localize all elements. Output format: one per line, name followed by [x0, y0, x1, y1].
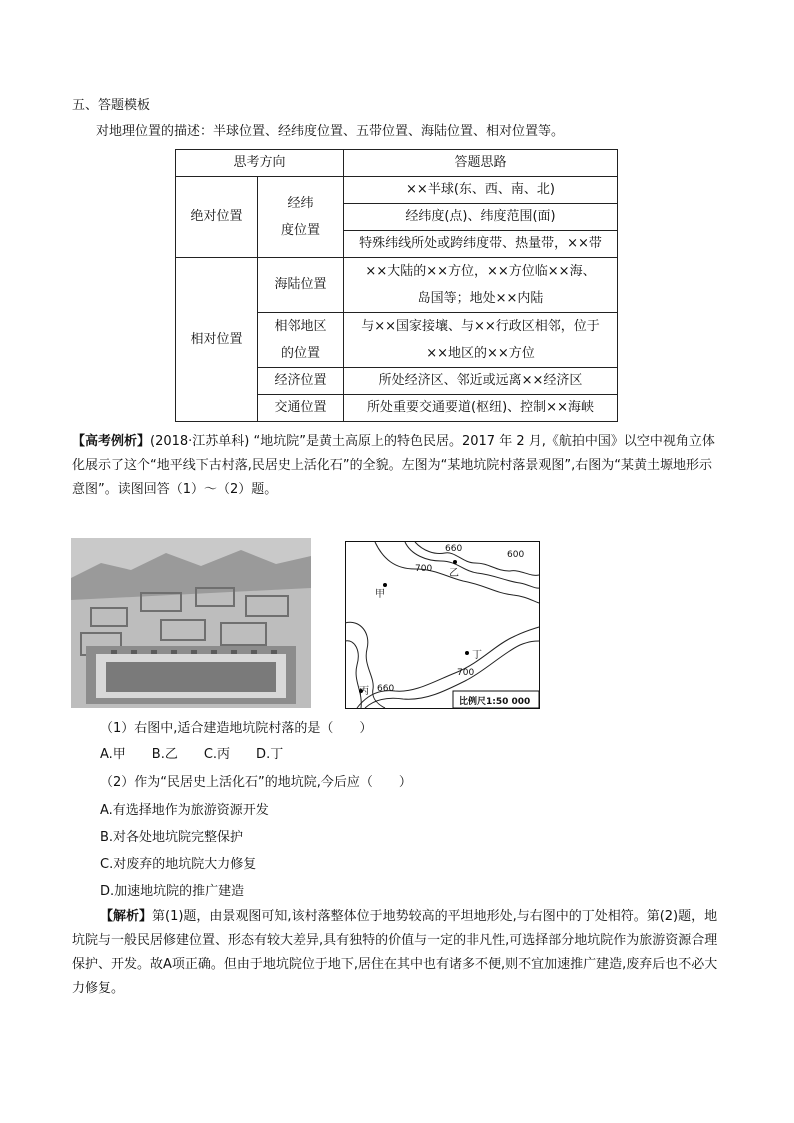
example-text: (2018·江苏单科) “地坑院”是黄土高原上的特色民居。2017 年 2 月,《航拍中国》以空中视角立体化展示了这个“地平线下古村落,民居史上活化石”的全貌。左图为“某地坑院村落景观图”,右图为“某黄土塬地形示意图”。读图回答（1）～（2）题。	[72, 434, 715, 497]
rel-text-3: 所处经济区、邻近或远离××经济区	[344, 368, 618, 395]
rel-text-1: ××大陆的××方位，××方位临××海、 岛国等；地处××内陆	[344, 258, 618, 313]
q2-option-a: A.有选择地作为旅游资源开发	[100, 803, 269, 818]
table-header-idea: 答题思路	[344, 150, 618, 177]
map-scale: 比例尺1:50 000	[459, 697, 531, 707]
rel-position-cell: 相对位置	[176, 258, 258, 422]
q2-stem: （2）作为“民居史上活化石”的地坑院,今后应（ ）	[100, 775, 412, 790]
contour-label-700: 700	[415, 564, 433, 574]
q1-options: A.甲 B.乙 C.丙 D.丁	[100, 747, 284, 762]
contour-label-700b: 700	[457, 668, 475, 678]
point-ding: 丁	[472, 650, 482, 661]
abs-item-1: ××半球(东、西、南、北)	[344, 177, 618, 204]
example-paragraph	[72, 430, 722, 502]
point-bing: 丙	[359, 686, 369, 697]
rel-text-4: 所处重要交通要道(枢纽)、控制××海峡	[344, 395, 618, 422]
rel-sub-1: 海陆位置	[258, 258, 344, 313]
rel-sub-4: 交通位置	[258, 395, 344, 422]
contour-label-660b: 660	[377, 684, 395, 694]
abs-item-2: 经纬度(点)、纬度范围(面)	[344, 204, 618, 231]
analysis-label: 【解析】	[100, 909, 153, 924]
rel-text-2: 与××国家接壤、与××行政区相邻，位于 ××地区的××方位	[344, 313, 618, 368]
village-landscape-photo	[71, 538, 311, 708]
contour-label-660: 660	[445, 544, 463, 554]
table-header-direction: 思考方向	[176, 150, 344, 177]
intro-text: 对地理位置的描述：半球位置、经纬度位置、五带位置、海陆位置、相对位置等。	[96, 124, 565, 139]
q2-option-d: D.加速地坑院的推广建造	[100, 884, 245, 899]
point-jia: 甲	[375, 589, 385, 600]
example-label: 【高考例析】	[72, 434, 151, 449]
contour-map	[345, 541, 540, 709]
contour-label-600: 600	[507, 550, 525, 560]
section-title: 五、答题模板	[72, 98, 151, 113]
analysis-paragraph	[72, 905, 722, 1001]
position-table	[175, 149, 618, 422]
q2-option-c: C.对废弃的地坑院大力修复	[100, 857, 257, 872]
q2-option-b: B.对各处地坑院完整保护	[100, 830, 244, 845]
analysis-text: 第(1)题，由景观图可知,该村落整体位于地势较高的平坦地形处,与右图中的丁处相符。第(2)题，地坑院与一般民居修建位置、形态有较大差异,具有独特的价值与一定的非凡性,可选择部分地坑院作为旅游资源合理保护、开发。故A项正确。但由于地坑院位于地下,居住在其中也有诸多不便,则不宜加速推广建造,废弃后也不必大力修复。	[72, 909, 718, 996]
point-yi: 乙	[449, 568, 459, 579]
abs-position-cell: 绝对位置	[176, 177, 258, 258]
latlong-position-cell: 经纬 度位置	[258, 177, 344, 258]
q1-stem: （1）右图中,适合建造地坑院村落的是（ ）	[100, 721, 373, 736]
rel-sub-2: 相邻地区 的位置	[258, 313, 344, 368]
abs-item-3: 特殊纬线所处或跨纬度带、热量带，××带	[344, 231, 618, 258]
rel-sub-3: 经济位置	[258, 368, 344, 395]
